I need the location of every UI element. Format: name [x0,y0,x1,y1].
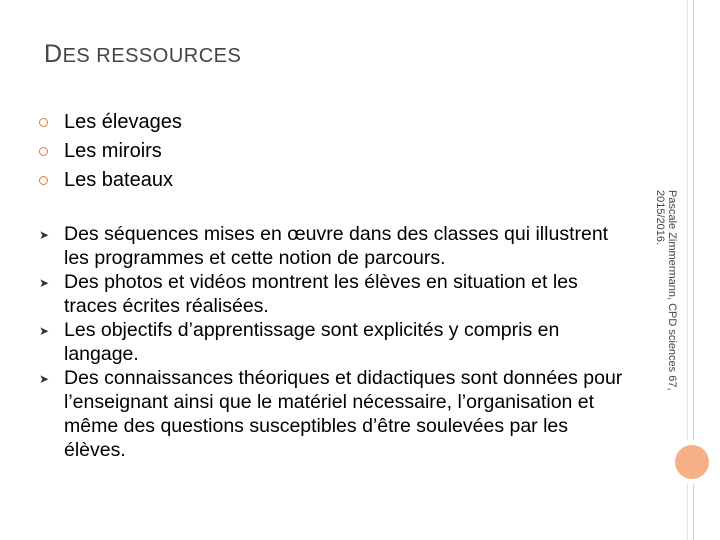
slide-title-rest: ES RESSOURCES [62,45,242,67]
list-item [39,222,629,270]
list-item [39,270,629,318]
list-item-text: Les miroirs [64,140,162,162]
arrow-bullet-icon: ➤ [39,276,50,290]
list-item [39,166,182,195]
list-item [39,108,182,137]
arrow-bullet-icon: ➤ [39,372,50,386]
list-item-text: Des photos et vidéos montrent les élèves en situation et les traces écrites réalisées. [64,271,578,317]
slide-title [44,40,241,69]
circle-bullet-icon [39,118,48,127]
list-item [39,366,629,462]
circle-bullet-icon [39,176,48,185]
list-item [39,137,182,166]
author-credit [654,190,678,391]
arrow-bullet-icon: ➤ [39,228,50,242]
author-credit-line2: 2015/2016. [654,190,666,246]
list-item [39,318,629,366]
resource-list [39,108,182,195]
list-item-text: Les bateaux [64,169,173,191]
arrow-bullet-icon: ➤ [39,324,50,338]
author-credit-line1: Pascale Zimmermann, CPD sciences 67, [666,190,678,391]
decorative-dot [675,445,709,479]
list-item-text: Des connaissances théoriques et didactiques sont données pour l’enseignant ainsi que le matériel nécessaire, l’organisation et même des questions susceptibles d’être soulevées par les élèves. [64,367,623,461]
description-list [39,222,629,462]
list-item-text: Les élevages [64,111,182,133]
circle-bullet-icon [39,147,48,156]
list-item-text: Des séquences mises en œuvre dans des classes qui illustrent les programmes et cette notion de parcours. [64,223,609,269]
list-item-text: Les objectifs d’apprentissage sont explicités y compris en langage. [64,319,560,365]
slide-title-first-letter: D [44,40,63,68]
